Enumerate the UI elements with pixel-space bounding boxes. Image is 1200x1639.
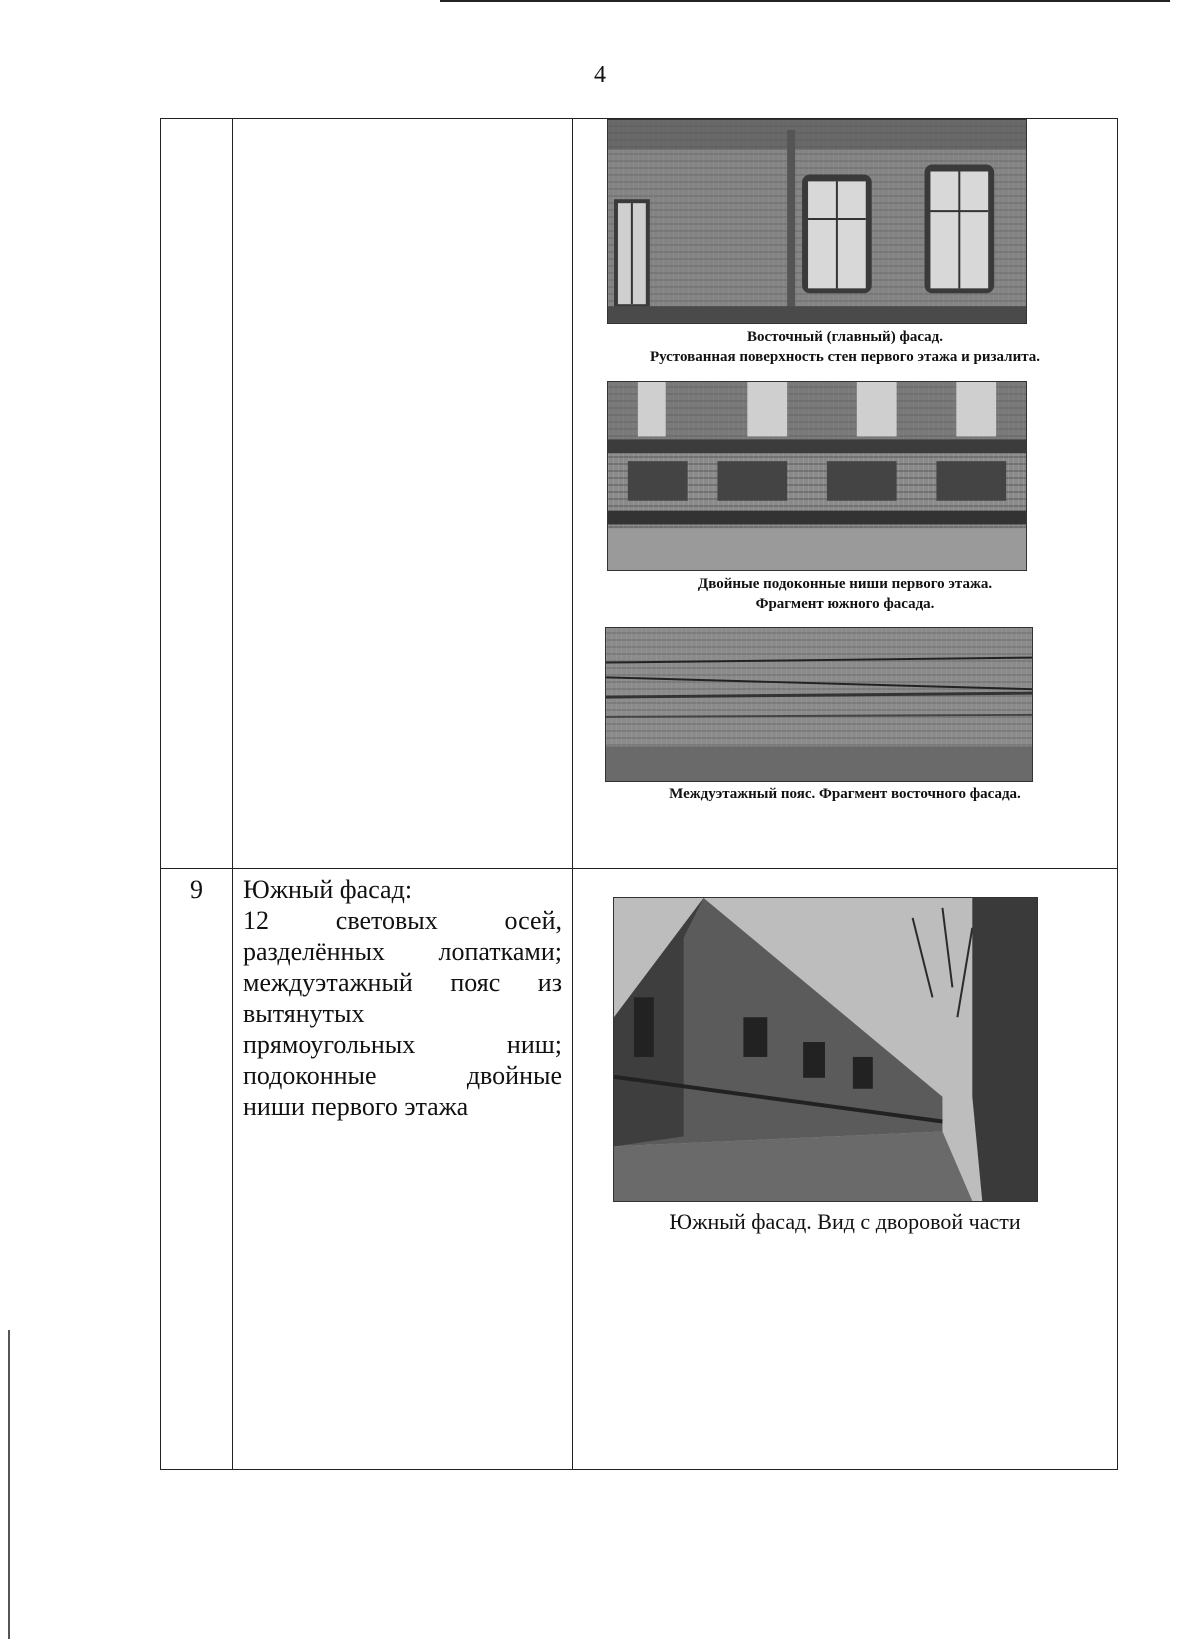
row-photos	[573, 869, 1117, 1469]
row-photos	[573, 119, 1117, 868]
description-line: междуэтажный пояс из	[243, 968, 562, 997]
photo-image-icon	[606, 628, 1032, 781]
row-description	[233, 869, 573, 1469]
description-line: прямоугольных ниш;	[243, 1030, 562, 1059]
caption-line: Двойные подоконные ниши первого этажа.	[697, 576, 993, 592]
row-number	[161, 119, 233, 868]
table-row	[161, 869, 1117, 1469]
facade-table	[160, 118, 1118, 1470]
photo-image-icon	[608, 382, 1026, 570]
facade-title: Южный фасад:	[243, 875, 413, 904]
photo-caption	[573, 784, 1117, 804]
description-line: разделённых лопатками;	[243, 937, 562, 966]
scan-edge-line	[440, 0, 1170, 2]
description-line: ниши первого этажа	[243, 1092, 469, 1121]
facade-windows-photo	[607, 119, 1027, 324]
photo-caption	[573, 574, 1117, 614]
photo-caption	[573, 327, 1117, 367]
description-line: 12 световых осей,	[243, 906, 562, 935]
photo-image-icon	[608, 120, 1026, 323]
caption-line: Рустованная поверхность стен первого этажа и ризалита.	[649, 349, 1041, 365]
description-line: подоконные двойные	[243, 1061, 562, 1090]
south-facade-photo	[613, 897, 1038, 1202]
caption-line: Восточный (главный) фасад.	[746, 329, 943, 345]
table-row	[161, 119, 1117, 869]
description-line: вытянутых	[243, 999, 365, 1028]
row-description	[233, 119, 573, 868]
photo-image-icon	[614, 898, 1037, 1201]
window-niches-photo	[607, 381, 1027, 571]
scan-edge-line	[8, 1330, 10, 1639]
photo-caption: Южный фасад. Вид с дворовой части	[669, 1209, 1021, 1234]
caption-line: Фрагмент южного фасада.	[755, 596, 935, 612]
row-number: 9	[161, 869, 233, 1469]
caption-line: Междуэтажный пояс. Фрагмент восточного фасада.	[669, 786, 1021, 802]
page-number: 4	[594, 62, 606, 88]
facade-description	[243, 905, 562, 1122]
belt-course-photo	[605, 627, 1033, 782]
